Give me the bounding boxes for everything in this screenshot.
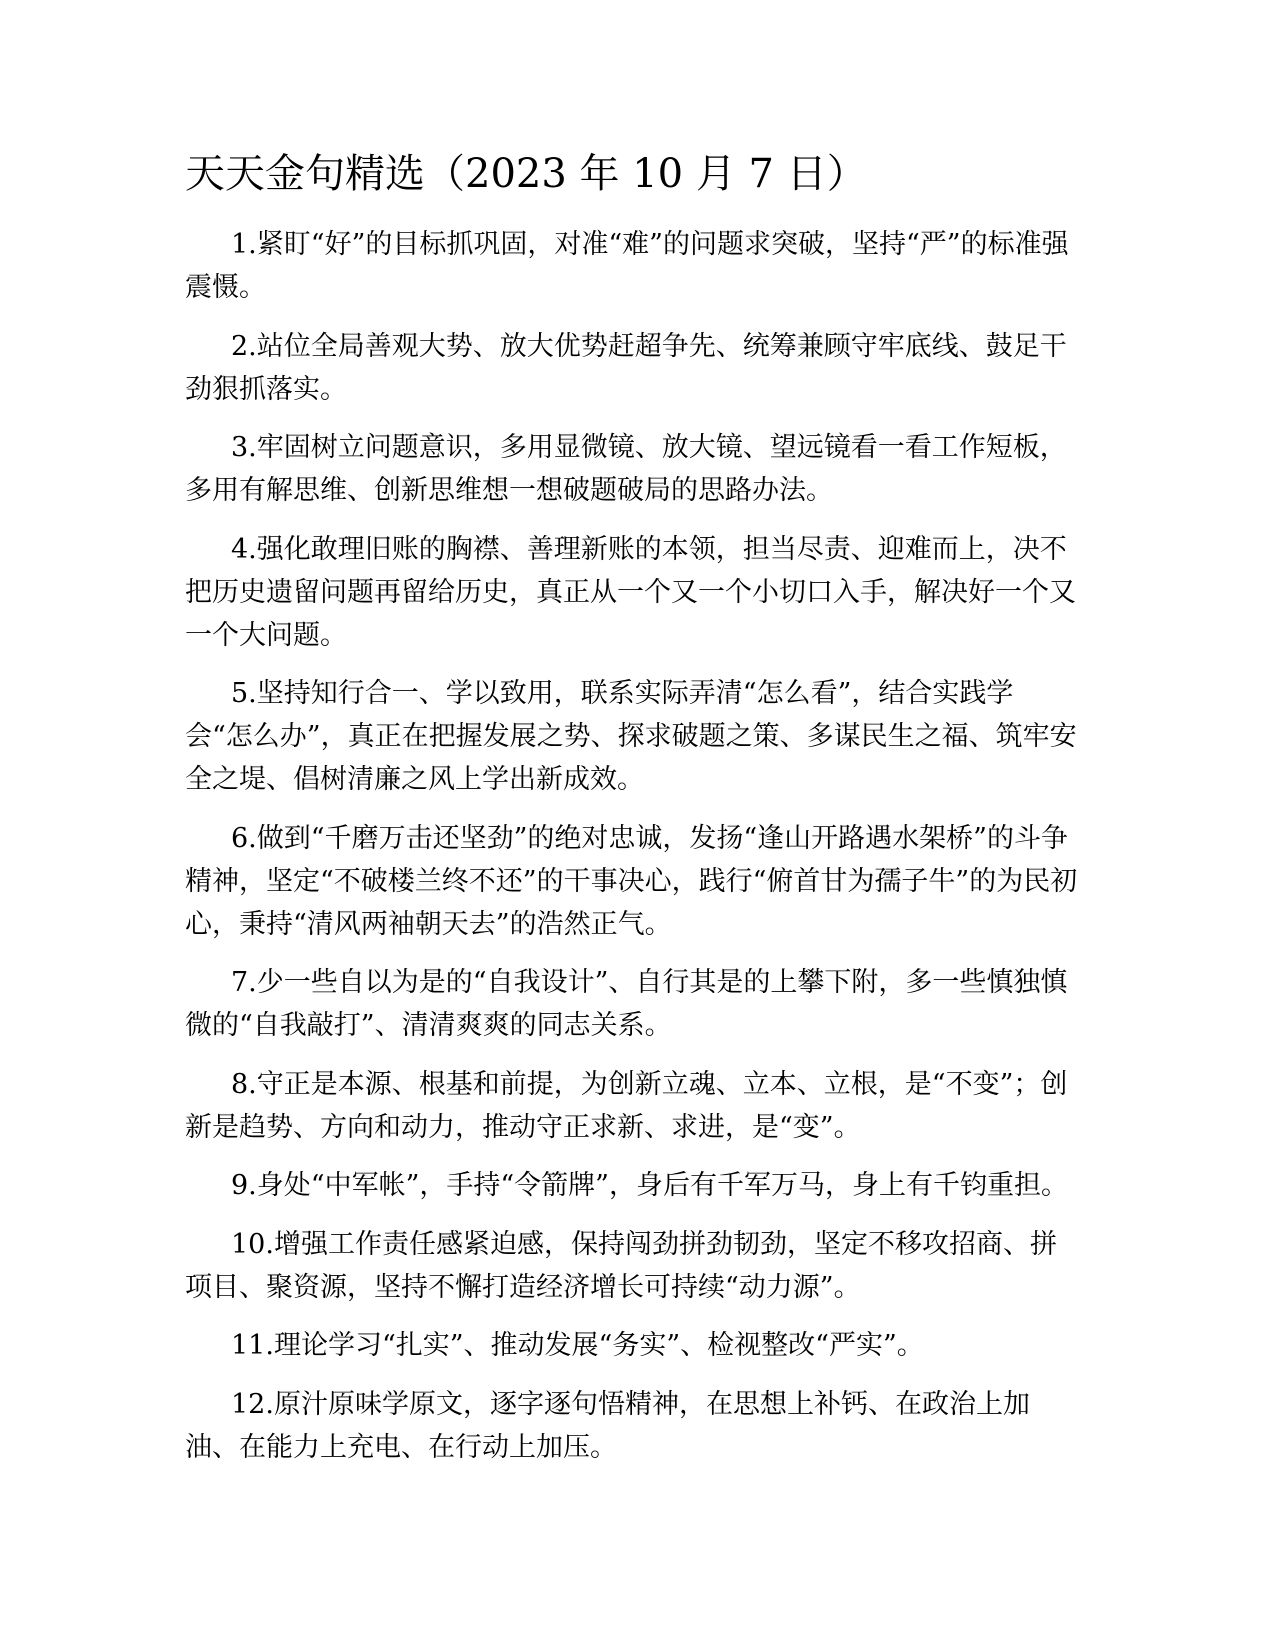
quote-paragraph-5: 5.坚持知行合一、学以致用，联系实际弄清“怎么看”，结合实践学会“怎么办”，真正在把握发展之势、探求破题之策、多谋民生之福、筑牢安全之堤、倡树清廉之风上学出新成效。 xyxy=(185,678,1077,795)
quote-paragraph-8: 8.守正是本源、根基和前提，为创新立魂、立本、立根，是“不变”；创新是趋势、方向和动力，推动守正求新、求进，是“变”。 xyxy=(185,1068,1068,1143)
quote-paragraph-12: 12.原汁原味学原文，逐字逐句悟精神，在思想上补钙、在政治上加油、在能力上充电、在行动上加压。 xyxy=(185,1388,1030,1463)
quote-paragraph-11: 11.理论学习“扎实”、推动发展“务实”、检视整改“严实”。 xyxy=(231,1330,924,1361)
document-body xyxy=(185,223,1080,1484)
quote-paragraph-2: 2.站位全局善观大势、放大优势赶超争先、统筹兼顾守牢底线、鼓足干劲狠抓落实。 xyxy=(185,330,1067,405)
quote-paragraph-4: 4.强化敢理旧账的胸襟、善理新账的本领，担当尽责、迎难而上，决不把历史遗留问题再留给历史，真正从一个又一个小切口入手，解决好一个又一个大问题。 xyxy=(185,533,1076,651)
quote-paragraph-3: 3.牢固树立问题意识，多用显微镜、放大镜、望远镜看一看工作短板，多用有解思维、创新思维想一想破题破局的思路办法。 xyxy=(185,432,1067,506)
quote-paragraph-1: 1.紧盯“好”的目标抓巩固，对准“难”的问题求突破，坚持“严”的标准强震慑。 xyxy=(185,229,1069,303)
quote-paragraph-6: 6.做到“千磨万击还坚劲”的绝对忠诚，发扬“逢山开路遇水架桥”的斗争精神，坚定“不破楼兰终不还”的干事决心，践行“俯首甘为孺子牛”的为民初心，秉持“清风两袖朝天去”的浩然正气。 xyxy=(185,822,1078,940)
document-title: 天天金句精选（2023 年 10 月 7 日） xyxy=(185,151,867,197)
quote-paragraph-10: 10.增强工作责任感紧迫感，保持闯劲拼劲韧劲，坚定不移攻招商、拼项目、聚资源，坚持不懈打造经济增长可持续“动力源”。 xyxy=(185,1228,1057,1303)
quote-paragraph-9: 9.身处“中军帐”，手持“令箭牌”，身后有千军万马，身上有千钧重担。 xyxy=(231,1170,1068,1201)
quote-paragraph-7: 7.少一些自以为是的“自我设计”、自行其是的上攀下附，多一些慎独慎微的“自我敲打”、清清爽爽的同志关系。 xyxy=(185,967,1068,1041)
